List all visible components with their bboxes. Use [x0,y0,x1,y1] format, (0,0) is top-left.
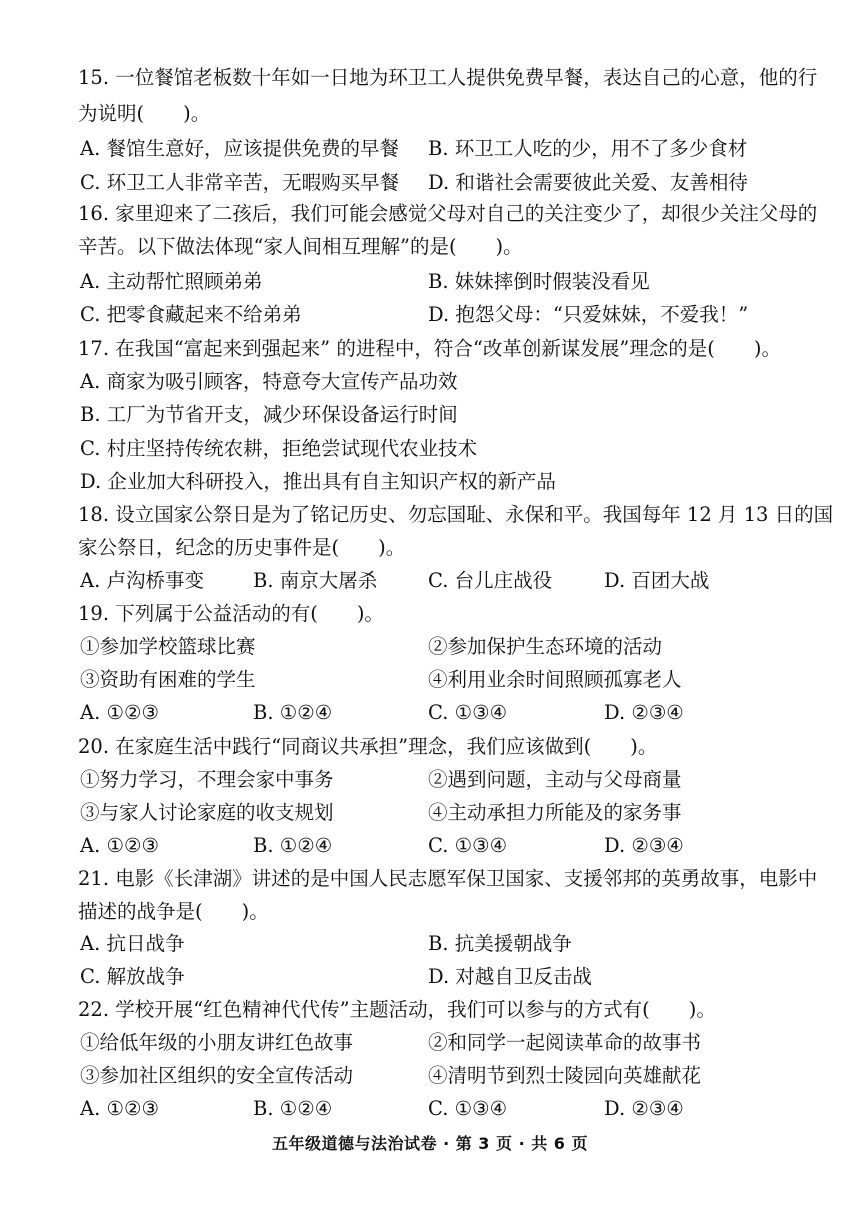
question-22-stem-line-1: 22. 学校开展“红色精神代代传”主题活动，我们可以参与的方式有( )。 [78,998,716,1021]
question-15-stem-line-2: 为说明( )。 [78,102,211,125]
question-22-item-1: ①给低年级的小朋友讲红色故事 [80,1031,354,1054]
question-21-option-c: C. 解放战争 [80,965,185,988]
question-21-option-b: B. 抗美援朝战争 [428,932,572,955]
question-15-option-a: A. 餐馆生意好，应该提供免费的早餐 [80,137,399,160]
question-19-item-3: ③资助有困难的学生 [80,668,256,691]
question-15-stem-line-1: 15. 一位餐馆老板数十年如一日地为环卫工人提供免费早餐，表达自己的心意，他的行 [78,66,818,89]
question-20-stem-line-1: 20. 在家庭生活中践行“同商议共承担”理念，我们应该做到( )。 [78,735,658,758]
question-18-stem-line-1: 18. 设立国家公祭日是为了铭记历史、勿忘国耻、永保和平。我国每年 12 月 13 日的国 [78,503,834,526]
question-15-option-b: B. 环卫工人吃的少，用不了多少食材 [428,137,748,160]
question-17-option-c: C. 村庄坚持传统农耕，拒绝尝试现代农业技术 [80,437,478,460]
question-15-option-d: D. 和谐社会需要彼此关爱、友善相待 [428,171,748,194]
question-22-option-d: D. ②③④ [604,1097,684,1120]
question-16-option-a: A. 主动帮忙照顾弟弟 [80,270,263,293]
question-21-option-d: D. 对越自卫反击战 [428,965,592,988]
question-22-item-3: ③参加社区组织的安全宣传活动 [80,1064,354,1087]
question-20-option-b: B. ①②④ [253,834,333,857]
question-18-option-d: D. 百团大战 [604,569,710,592]
question-20-item-3: ③与家人讨论家庭的收支规划 [80,801,334,824]
question-20-item-1: ①努力学习，不理会家中事务 [80,768,334,791]
question-19-option-a: A. ①②③ [80,701,159,724]
question-21-stem-line-2: 描述的战争是( )。 [78,900,269,923]
question-19-item-4: ④利用业余时间照顾孤寡老人 [428,668,682,691]
question-19-option-b: B. ①②④ [253,701,333,724]
question-16-option-d: D. 抱怨父母：“只爱妹妹，不爱我！” [428,303,749,326]
question-21-stem-line-1: 21. 电影《长津湖》讲述的是中国人民志愿军保卫国家、支援邻邦的英勇故事，电影中 [78,867,818,890]
question-18-option-c: C. 台儿庄战役 [428,569,553,592]
question-17-option-b: B. 工厂为节省开支，减少环保设备运行时间 [80,403,458,426]
question-19-item-2: ②参加保护生态环境的活动 [428,635,663,658]
question-19-option-d: D. ②③④ [604,701,684,724]
question-16-option-b: B. 妹妹摔倒时假装没看见 [428,270,650,293]
question-20-option-a: A. ①②③ [80,834,159,857]
question-18-option-b: B. 南京大屠杀 [253,569,378,592]
question-20-option-d: D. ②③④ [604,834,684,857]
question-16-stem-line-2: 辛苦。以下做法体现“家人间相互理解”的是( )。 [78,235,523,258]
question-21-option-a: A. 抗日战争 [80,932,185,955]
page-footer: 五年级道德与法治试卷 · 第 3 页 · 共 6 页 [272,1134,588,1153]
question-22-option-b: B. ①②④ [253,1097,333,1120]
question-22-option-c: C. ①③④ [428,1097,508,1120]
question-17-option-a: A. 商家为吸引顾客，特意夸大宣传产品功效 [80,370,458,393]
question-15-option-c: C. 环卫工人非常辛苦，无暇购买早餐 [80,171,400,194]
question-16-stem-line-1: 16. 家里迎来了二孩后，我们可能会感觉父母对自己的关注变少了，却很少关注父母的 [78,202,818,225]
question-19-stem-line-1: 19. 下列属于公益活动的有( )。 [78,602,384,625]
question-19-item-1: ①参加学校篮球比赛 [80,635,256,658]
question-17-stem-line-1: 17. 在我国“富起来到强起来” 的进程中，符合“改革创新谋发展”理念的是( )。 [78,337,782,360]
question-20-item-2: ②遇到问题，主动与父母商量 [428,768,682,791]
question-18-option-a: A. 卢沟桥事变 [80,569,204,592]
question-19-option-c: C. ①③④ [428,701,508,724]
question-18-stem-line-2: 家公祭日，纪念的历史事件是( )。 [78,536,406,559]
question-16-option-c: C. 把零食藏起来不给弟弟 [80,303,302,326]
question-20-item-4: ④主动承担力所能及的家务事 [428,801,682,824]
question-17-option-d: D. 企业加大科研投入，推出具有自主知识产权的新产品 [80,470,556,493]
question-22-item-2: ②和同学一起阅读革命的故事书 [428,1031,702,1054]
question-22-item-4: ④清明节到烈士陵园向英雄献花 [428,1064,702,1087]
question-20-option-c: C. ①③④ [428,834,508,857]
question-22-option-a: A. ①②③ [80,1097,159,1120]
